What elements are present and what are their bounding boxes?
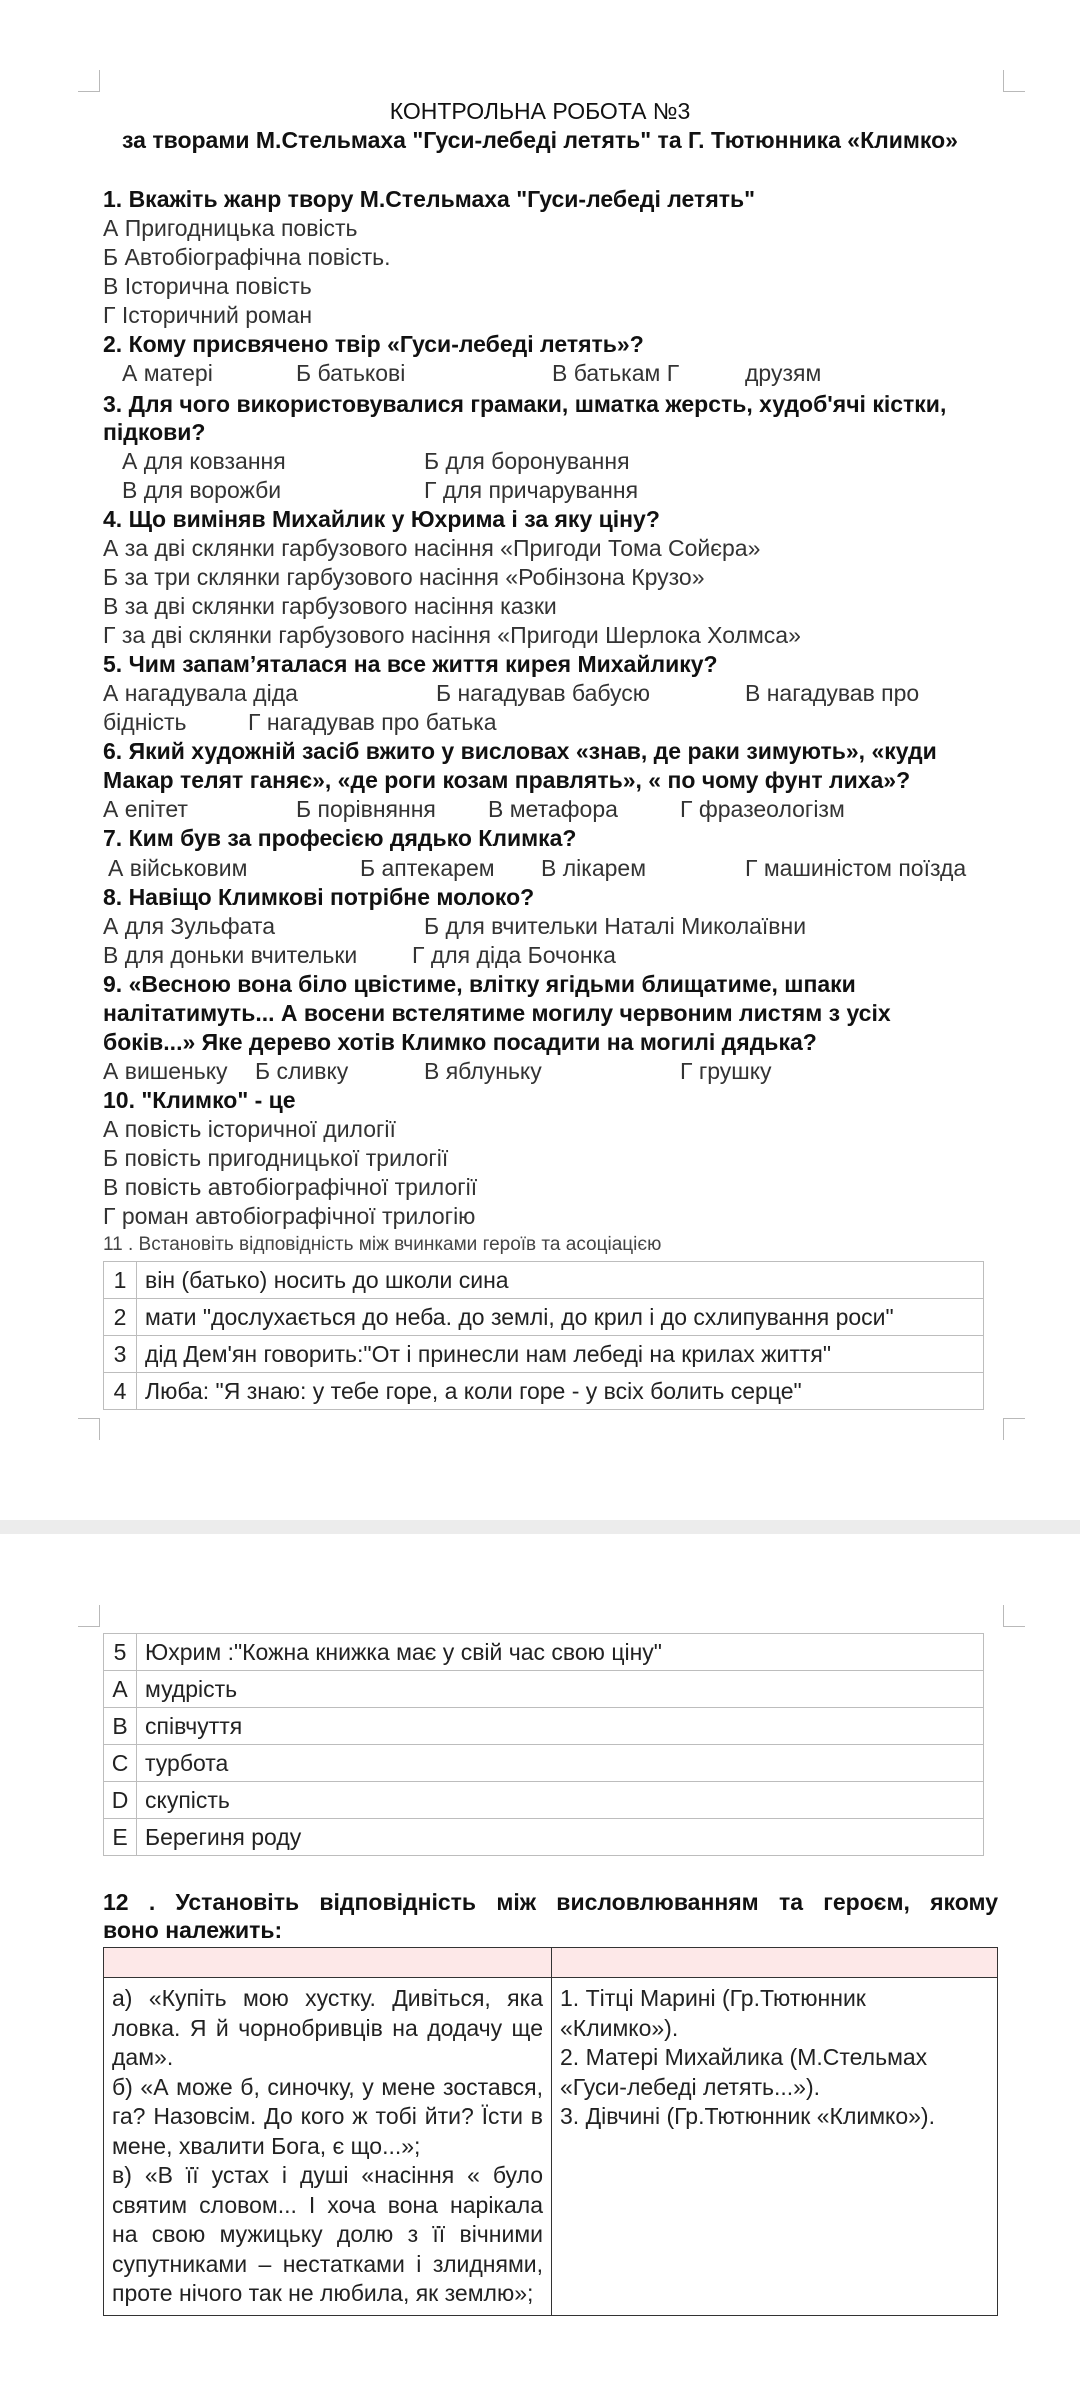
q4-option-d: Г за дві склянки гарбузового насіння «Пригоди Шерлока Холмса» — [103, 622, 801, 648]
question-9-line2: налітатимуть... А восени встелятиме могилу червоним листям з усіх — [103, 1000, 891, 1026]
row-text: Люба: "Я знаю: у тебе горе, а коли горе - у всіх болить серце" — [137, 1373, 984, 1410]
header-cell — [104, 1948, 552, 1978]
question-2: 2. Кому присвячено твір «Гуси-лебеді летять»? — [103, 331, 644, 357]
row-text: дід Дем'ян говорить:"От і принесли нам лебеді на крилах життя" — [137, 1336, 984, 1373]
page-separator — [0, 1520, 1080, 1534]
question-12-line1: 12 . Установіть відповідність між висловлюванням та героєм, якому — [103, 1889, 998, 1915]
question-9-line1: 9. «Весною вона біло цвістиме, влітку ягідьми блищатиме, шпаки — [103, 971, 856, 997]
quote-b: б) «А може б, синочку, у мене зостався, га? Назовсім. До кого ж тобі йти? Їсти в мене, хвалити Бога, є що...»; — [112, 2073, 543, 2159]
q5-option-b: Б нагадував бабусю — [436, 680, 651, 706]
q3-option-a: А для ковзання — [122, 448, 286, 474]
table-row — [104, 1299, 984, 1336]
table-row — [104, 1336, 984, 1373]
q5-option-d: Г нагадував про батька — [248, 709, 497, 735]
quote-a: а) «Купіть мою хустку. Дивіться, яка ловка. Я й чорнобривців на додачу ще дам». — [112, 1985, 543, 2070]
q5-option-c-cont: бідність — [103, 709, 187, 735]
row-letter: D — [104, 1782, 137, 1819]
question-6-line2: Макар телят ганяє», «де роги козам правлять», « по чому фунт лиха»? — [103, 767, 911, 793]
q9-option-b: Б сливку — [255, 1058, 349, 1084]
row-letter: E — [104, 1819, 137, 1856]
question-7: 7. Ким був за професією дядько Климка? — [103, 825, 577, 851]
q6-option-b: Б порівняння — [296, 796, 436, 822]
row-number: 2 — [104, 1299, 137, 1336]
table-row — [104, 1262, 984, 1299]
table-row — [104, 1373, 984, 1410]
row-letter: A — [104, 1671, 137, 1708]
document-subtitle: за творами М.Стельмаха "Гуси-лебеді летять" та Г. Тютюнника «Климко» — [122, 127, 958, 153]
row-text: співчуття — [137, 1708, 984, 1745]
table-row — [104, 1708, 984, 1745]
row-text: мати "дослухається до неба. до землі, до крил і до схлипування роси" — [137, 1299, 984, 1336]
q8-option-c: В для доньки вчительки — [103, 942, 358, 968]
page-corner-mark — [78, 1605, 100, 1627]
row-text: скупість — [137, 1782, 984, 1819]
table-row — [104, 1634, 984, 1671]
q10-option-c: В повість автобіографічної трилогії — [103, 1174, 478, 1200]
row-number: 1 — [104, 1262, 137, 1299]
q7-option-c: В лікарем — [541, 855, 647, 881]
row-number: 4 — [104, 1373, 137, 1410]
row-number: 5 — [104, 1634, 137, 1671]
question-9-line3: боків...» Яке дерево хотів Климко посадити на могилі дядька? — [103, 1029, 817, 1055]
q4-option-c: В за дві склянки гарбузового насіння казки — [103, 593, 557, 619]
question-10: 10. "Климко" - це — [103, 1087, 296, 1113]
hero-3: 3. Дівчині (Гр.Тютюнник «Климко»). — [560, 2103, 935, 2129]
row-letter: C — [104, 1745, 137, 1782]
q12-table — [103, 1947, 998, 2316]
q4-option-b: Б за три склянки гарбузового насіння «Робінзона Крузо» — [103, 564, 705, 590]
q3-option-d: Г для причарування — [424, 477, 639, 503]
q1-option-a: А Пригодницька повість — [103, 215, 358, 241]
table-header-row — [104, 1948, 998, 1978]
q9-option-a: А вишеньку — [103, 1058, 228, 1084]
q5-option-c: В нагадував про — [745, 680, 920, 706]
q11-table-continued — [103, 1633, 984, 1856]
q10-option-b: Б повість пригодницької трилогії — [103, 1145, 449, 1171]
question-5: 5. Чим запам’яталася на все життя кирея Михайлику? — [103, 651, 718, 677]
q3-option-b: Б для боронування — [424, 448, 630, 474]
q6-option-d: Г фразеологізм — [680, 796, 845, 822]
q11-table — [103, 1261, 984, 1410]
q8-option-d: Г для діда Бочонка — [412, 942, 616, 968]
quotes-cell — [104, 1978, 552, 2316]
question-6-line1: 6. Який художній засіб вжито у висловах «знав, де раки зимують», «куди — [103, 738, 937, 764]
question-1: 1. Вкажіть жанр твору М.Стельмаха "Гуси-лебеді летять" — [103, 186, 756, 212]
q7-option-b: Б аптекарем — [360, 855, 495, 881]
q3-option-c: В для ворожби — [122, 477, 282, 503]
document-page-2 — [0, 1534, 1080, 2400]
q7-option-a: А військовим — [108, 855, 248, 881]
q2-option-a: А матері — [122, 360, 213, 386]
hero-1: 1. Тітці Марині (Гр.Тютюнник «Климко»). — [560, 1985, 866, 2041]
q7-option-d: Г машиністом поїзда — [745, 855, 967, 881]
quote-c: в) «В її устах і душі «насіння « було святим словом... І хоча вона нарікала на свою мужицьку долю з її вічними супутниками – нестатками і злиднями, проте нічого так не любила, як землю»; — [112, 2162, 543, 2306]
q5-option-a: А нагадувала діда — [103, 680, 298, 706]
q9-option-d: Г грушку — [680, 1058, 772, 1084]
row-text: Юхрим :"Кожна книжка має у свій час свою ціну" — [137, 1634, 984, 1671]
row-text: він (батько) носить до школи сина — [137, 1262, 984, 1299]
header-cell — [552, 1948, 998, 1978]
q1-option-d: Г Історичний роман — [103, 302, 313, 328]
question-12-line2: воно належить: — [103, 1917, 283, 1943]
q1-option-c: В Історична повість — [103, 273, 312, 299]
page-corner-mark — [78, 70, 100, 92]
row-text: Берегиня роду — [137, 1819, 984, 1856]
q4-option-a: А за дві склянки гарбузового насіння «Пригоди Тома Сойєра» — [103, 535, 761, 561]
q2-option-b: Б батькові — [296, 360, 406, 386]
question-4: 4. Що виміняв Михайлик у Юхрима і за яку ціну? — [103, 506, 660, 532]
table-row — [104, 1819, 984, 1856]
hero-2: 2. Матері Михайлика (М.Стельмах «Гуси-лебеді летять...»). — [560, 2044, 928, 2100]
question-3-line2: підкови? — [103, 419, 206, 445]
table-row — [104, 1745, 984, 1782]
document-title: КОНТРОЛЬНА РОБОТА №3 — [389, 98, 691, 124]
q8-option-b: Б для вчительки Наталі Миколаївни — [424, 913, 807, 939]
row-number: 3 — [104, 1336, 137, 1373]
question-3-line1: 3. Для чого використовувалися грамаки, шматка жерсть, худоб'ячі кістки, — [103, 391, 947, 417]
page-corner-mark — [1003, 1605, 1025, 1627]
q6-option-a: А епітет — [103, 796, 188, 822]
page-corner-mark — [78, 1418, 100, 1440]
row-letter: B — [104, 1708, 137, 1745]
q10-option-d: Г роман автобіографічної трилогію — [103, 1203, 476, 1229]
row-text: мудрість — [137, 1671, 984, 1708]
table-row — [104, 1671, 984, 1708]
q8-option-a: А для Зульфата — [103, 913, 275, 939]
heroes-cell — [552, 1978, 998, 2316]
q1-option-b: Б Автобіографічна повість. — [103, 244, 391, 270]
row-text: турбота — [137, 1745, 984, 1782]
q9-option-c: В яблуньку — [424, 1058, 542, 1084]
page-corner-mark — [1003, 70, 1025, 92]
q2-option-d: друзям — [745, 360, 822, 386]
question-11: 11 . Встановіть відповідність між вчинками героїв та асоціацією — [103, 1234, 662, 1255]
table-row — [104, 1782, 984, 1819]
q10-option-a: А повість історичної дилогії — [103, 1116, 396, 1142]
page-corner-mark — [1003, 1418, 1025, 1440]
table-row — [104, 1978, 998, 2316]
question-8: 8. Навіщо Климкові потрібне молоко? — [103, 884, 535, 910]
q6-option-c: В метафора — [488, 796, 618, 822]
q2-option-c: В батькам Г — [552, 360, 680, 386]
